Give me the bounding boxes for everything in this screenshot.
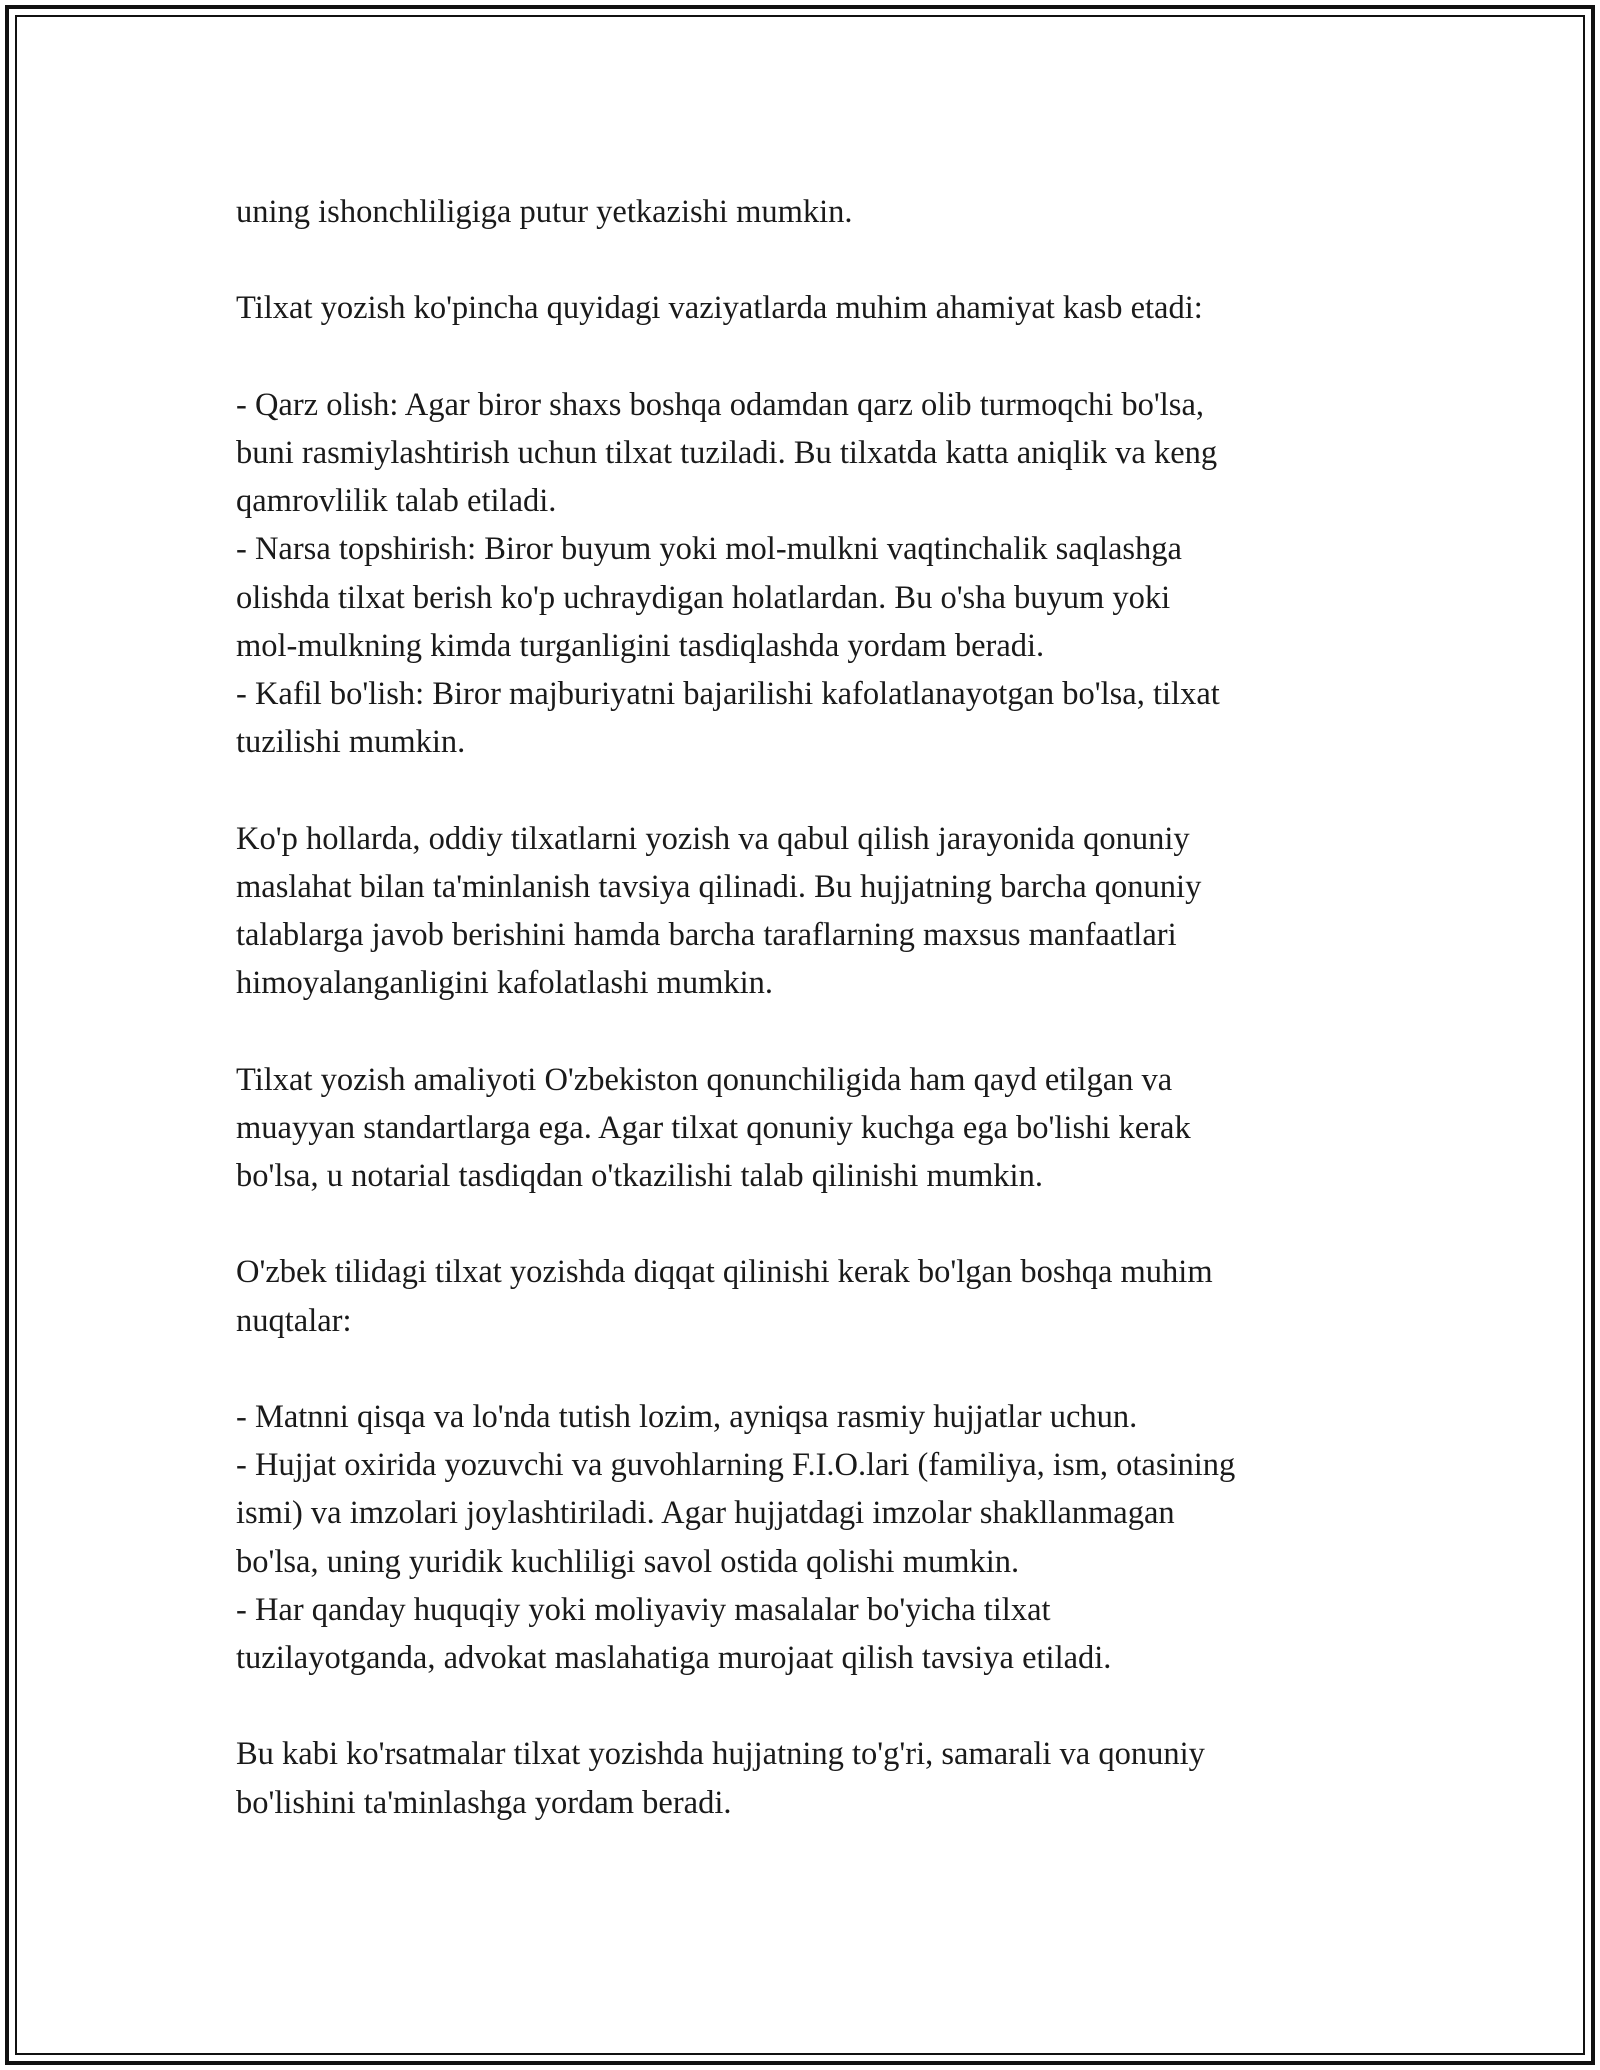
text-line: Bu kabi ko'rsatmalar tilxat yozishda hujjatning to'g'ri, samarali va qonuniy xyxy=(236,1736,1205,1773)
paragraph xyxy=(236,381,1416,767)
document-body xyxy=(236,188,1416,1875)
text-line: qamrovlilik talab etiladi. xyxy=(236,483,557,520)
text-line: mol-mulkning kimda turganligini tasdiqlashda yordam beradi. xyxy=(236,627,1045,664)
paragraph xyxy=(236,1393,1416,1682)
text-line: muayyan standartlarga ega. Agar tilxat qonuniy kuchga ega bo'lishi kerak xyxy=(236,1109,1191,1146)
text-line: maslahat bilan ta'minlanish tavsiya qilinadi. Bu hujjatning barcha qonuniy xyxy=(236,868,1202,905)
text-line: tuzilayotganda, advokat maslahatiga murojaat qilish tavsiya etiladi. xyxy=(236,1640,1112,1676)
text-line: talablarga javob berishini hamda barcha taraflarning maxsus manfaatlari xyxy=(236,917,1177,953)
text-line: uning ishonchliligiga putur yetkazishi mumkin. xyxy=(236,194,853,230)
text-line: Tilxat yozish amaliyoti O'zbekiston qonunchiligida ham qayd etilgan va xyxy=(236,1061,1173,1098)
text-line: olishda tilxat berish ko'p uchraydigan holatlardan. Bu o'sha buyum yoki xyxy=(236,579,1171,616)
paragraph xyxy=(236,815,1416,1008)
paragraph xyxy=(236,1730,1416,1826)
text-line: nuqtalar: xyxy=(236,1302,352,1339)
text-line: tuzilishi mumkin. xyxy=(236,724,466,761)
text-line: O'zbek tilidagi tilxat yozishda diqqat qilinishi kerak bo'lgan boshqa muhim xyxy=(236,1254,1213,1291)
text-line: himoyalanganligini kafolatlashi mumkin. xyxy=(236,965,774,1002)
paragraph xyxy=(236,284,1416,332)
paragraph xyxy=(236,1056,1416,1201)
text-line: - Narsa topshirish: Biror buyum yoki mol-mulkni vaqtinchalik saqlashga xyxy=(236,531,1182,568)
text-line: Ko'p hollarda, oddiy tilxatlarni yozish va qabul qilish jarayonida qonuniy xyxy=(236,820,1190,857)
text-line: - Matnni qisqa va lo'nda tutish lozim, ayniqsa rasmiy hujjatlar uchun. xyxy=(236,1398,1138,1435)
text-line: bo'lsa, uning yuridik kuchliligi savol ostida qolishi mumkin. xyxy=(236,1543,1020,1580)
text-line: buni rasmiylashtirish uchun tilxat tuziladi. Bu tilxatda katta aniqlik va keng xyxy=(236,434,1218,471)
text-line: - Har qanday huquqiy yoki moliyaviy masalalar bo'yicha tilxat xyxy=(236,1591,1051,1628)
paragraph xyxy=(236,1248,1416,1344)
text-line: Tilxat yozish ko'pincha quyidagi vaziyatlarda muhim ahamiyat kasb etadi: xyxy=(236,290,1203,327)
text-line: bo'lishini ta'minlashga yordam beradi. xyxy=(236,1784,732,1821)
text-line: - Hujjat oxirida yozuvchi va guvohlarning F.I.O.lari (familiya, ism, otasining xyxy=(236,1447,1236,1484)
text-line: ismi) va imzolari joylashtiriladi. Agar hujjatdagi imzolar shakllanmagan xyxy=(236,1495,1175,1532)
text-line: - Kafil bo'lish: Biror majburiyatni bajarilishi kafolatlanayotgan bo'lsa, tilxat xyxy=(236,676,1220,712)
text-line: - Qarz olish: Agar biror shaxs boshqa odamdan qarz olib turmoqchi bo'lsa, xyxy=(236,386,1205,423)
text-line: bo'lsa, u notarial tasdiqdan o'tkazilishi talab qilinishi mumkin. xyxy=(236,1158,1043,1194)
paragraph xyxy=(236,188,1416,236)
